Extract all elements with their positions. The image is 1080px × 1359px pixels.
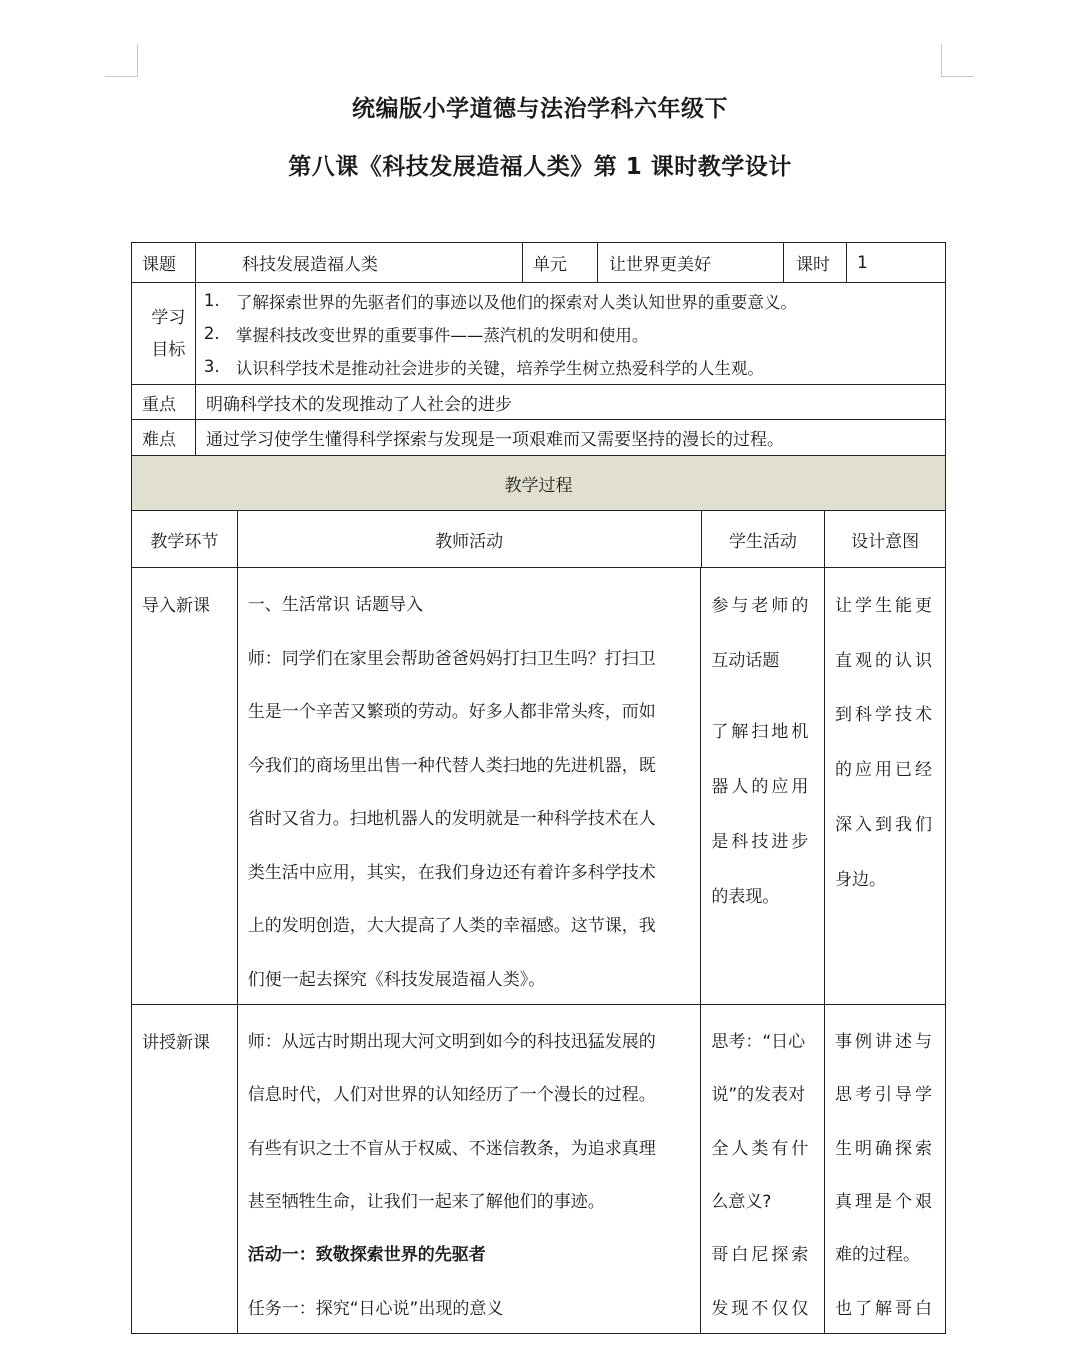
- topic-label: 课题: [132, 243, 196, 282]
- document-subtitle: 第八课《科技发展造福人类》第 1 课时教学设计: [288, 154, 792, 180]
- student-line: 是科技进步: [711, 831, 812, 852]
- difficulty-value: 通过学习使学生懂得科学探索与发现是一项艰难而又需要坚持的漫长的过程。: [206, 430, 784, 450]
- difficulty-label: 难点: [132, 420, 196, 455]
- column-header-student: 学生活动: [702, 511, 826, 567]
- student-line: 发现不仅仅: [711, 1298, 812, 1319]
- teacher-line: 信息时代，人们对世界的认知经历了一个漫长的过程。: [247, 1085, 656, 1106]
- teacher-line: 师：从远古时期出现大河文明到如今的科技迅猛发展的: [247, 1032, 656, 1053]
- student-line: 说”的发表对: [711, 1085, 806, 1106]
- teacher-line: 类生活中应用，其实，在我们身边还有着许多科学技术: [247, 862, 656, 883]
- info-row: [131, 242, 946, 282]
- page-corner-mark: [941, 44, 974, 77]
- intent-line: 身边。: [835, 869, 886, 890]
- student-line: 器人的应用: [711, 777, 812, 798]
- intent-line: 思考引导学: [835, 1085, 935, 1106]
- goal-number: 1.: [203, 291, 220, 310]
- design-intent-cell: [825, 568, 945, 1004]
- key-point-label: 重点: [132, 385, 196, 419]
- intent-line: 难的过程。: [835, 1245, 920, 1266]
- student-line: 了解扫地机: [711, 722, 812, 743]
- goal-number: 3.: [203, 357, 220, 376]
- teacher-line: 生是一个辛苦又繁琐的劳动。好多人都非常头疼，而如: [247, 702, 656, 723]
- process-column-headers: [131, 510, 946, 567]
- goal-item: [204, 284, 797, 317]
- teacher-line: 任务一：探究“日心说”出现的意义: [247, 1298, 504, 1319]
- student-line: 全人类有什: [711, 1138, 812, 1159]
- teacher-line: 们便一起去探究《科技发展造福人类》。: [247, 969, 546, 990]
- goal-text: 了解探索世界的先驱者们的事迹以及他们的探索对人类认知世界的重要意义。: [235, 292, 797, 312]
- student-line: 么意义?: [711, 1192, 772, 1213]
- student-line: 参与老师的: [711, 595, 812, 616]
- intent-line: 真理是个艰: [835, 1192, 935, 1213]
- unit-value: 让世界更美好: [598, 243, 784, 282]
- difficulty-row: [131, 419, 946, 455]
- page-corner-mark: [105, 44, 138, 77]
- activity-heading: 活动一：致敬探索世界的先驱者: [247, 1245, 486, 1266]
- intent-line: 深入到我们: [835, 815, 935, 836]
- student-line: 哥白尼探索: [711, 1245, 812, 1266]
- goal-text: 掌握科技改变世界的重要事件——蒸汽机的发明和使用。: [235, 325, 649, 345]
- student-line: 的表现。: [711, 886, 780, 907]
- column-header-stage: 教学环节: [132, 511, 238, 567]
- goals-row: [131, 282, 946, 384]
- goal-number: 2.: [203, 324, 220, 343]
- process-heading: 教学过程: [504, 475, 573, 496]
- teacher-line: 甚至牺牲生命，让我们一起来了解他们的事迹。: [247, 1192, 605, 1213]
- intent-line: 直观的认识: [835, 650, 935, 671]
- stage-name: 导入新课: [142, 595, 210, 616]
- teacher-line: 省时又省力。扫地机器人的发明就是一种科学技术在人: [247, 809, 656, 830]
- student-activity-cell: [701, 1005, 825, 1333]
- intent-line: 事例讲述与: [835, 1032, 935, 1053]
- teacher-line: 有些有识之士不盲从于权威、不迷信教条，为追求真理: [247, 1138, 656, 1159]
- goal-item: [204, 317, 649, 350]
- column-header-intent: 设计意图: [851, 531, 920, 552]
- teacher-activity-cell: [238, 568, 702, 1004]
- process-heading-row: [131, 455, 946, 510]
- stage-cell: [132, 1005, 238, 1333]
- intent-line: 的应用已经: [835, 760, 935, 781]
- goals-label-line1: 学习: [151, 307, 186, 328]
- lesson-plan-table: [131, 242, 946, 1334]
- teacher-line: 一、生活常识 话题导入: [247, 595, 424, 616]
- intent-line: 让学生能更: [835, 595, 935, 616]
- teacher-line: 上的发明创造，大大提高了人类的幸福感。这节课，我: [247, 916, 656, 937]
- process-row-intro: [131, 567, 946, 1004]
- student-activity-cell: [701, 568, 825, 1004]
- student-line: 互动话题: [711, 650, 780, 671]
- process-row-new-lesson: [131, 1004, 946, 1334]
- period-label: 课时: [784, 243, 847, 282]
- teacher-activity-cell: [238, 1005, 702, 1333]
- key-point-value: 明确科学技术的发现推动了人社会的进步: [206, 394, 512, 415]
- stage-name: 讲授新课: [142, 1032, 210, 1053]
- teacher-line: 今我们的商场里出售一种代替人类扫地的先进机器，既: [247, 755, 656, 776]
- goals-label-line2: 目标: [151, 339, 186, 360]
- document-title: 统编版小学道德与法治学科六年级下: [352, 96, 728, 122]
- intent-line: 生明确探索: [835, 1138, 935, 1159]
- teacher-line: 师：同学们在家里会帮助爸爸妈妈打扫卫生吗？打扫卫: [247, 648, 656, 669]
- student-line: 思考：“日心: [711, 1032, 806, 1053]
- topic-value: 科技发展造福人类: [196, 243, 523, 282]
- intent-line: 也了解哥白: [835, 1298, 935, 1319]
- goals-label: [132, 283, 196, 384]
- goals-list: [196, 283, 945, 384]
- unit-label: 单元: [523, 243, 598, 282]
- column-header-teacher: 教师活动: [238, 511, 702, 567]
- period-value: 1: [857, 252, 868, 273]
- goal-item: [204, 350, 764, 383]
- design-intent-cell: [825, 1005, 945, 1333]
- goal-text: 认识科学技术是推动社会进步的关键，培养学生树立热爱科学的人生观。: [235, 358, 764, 378]
- intent-line: 到科学技术: [835, 705, 935, 726]
- key-point-row: [131, 384, 946, 419]
- stage-cell: [132, 568, 238, 1004]
